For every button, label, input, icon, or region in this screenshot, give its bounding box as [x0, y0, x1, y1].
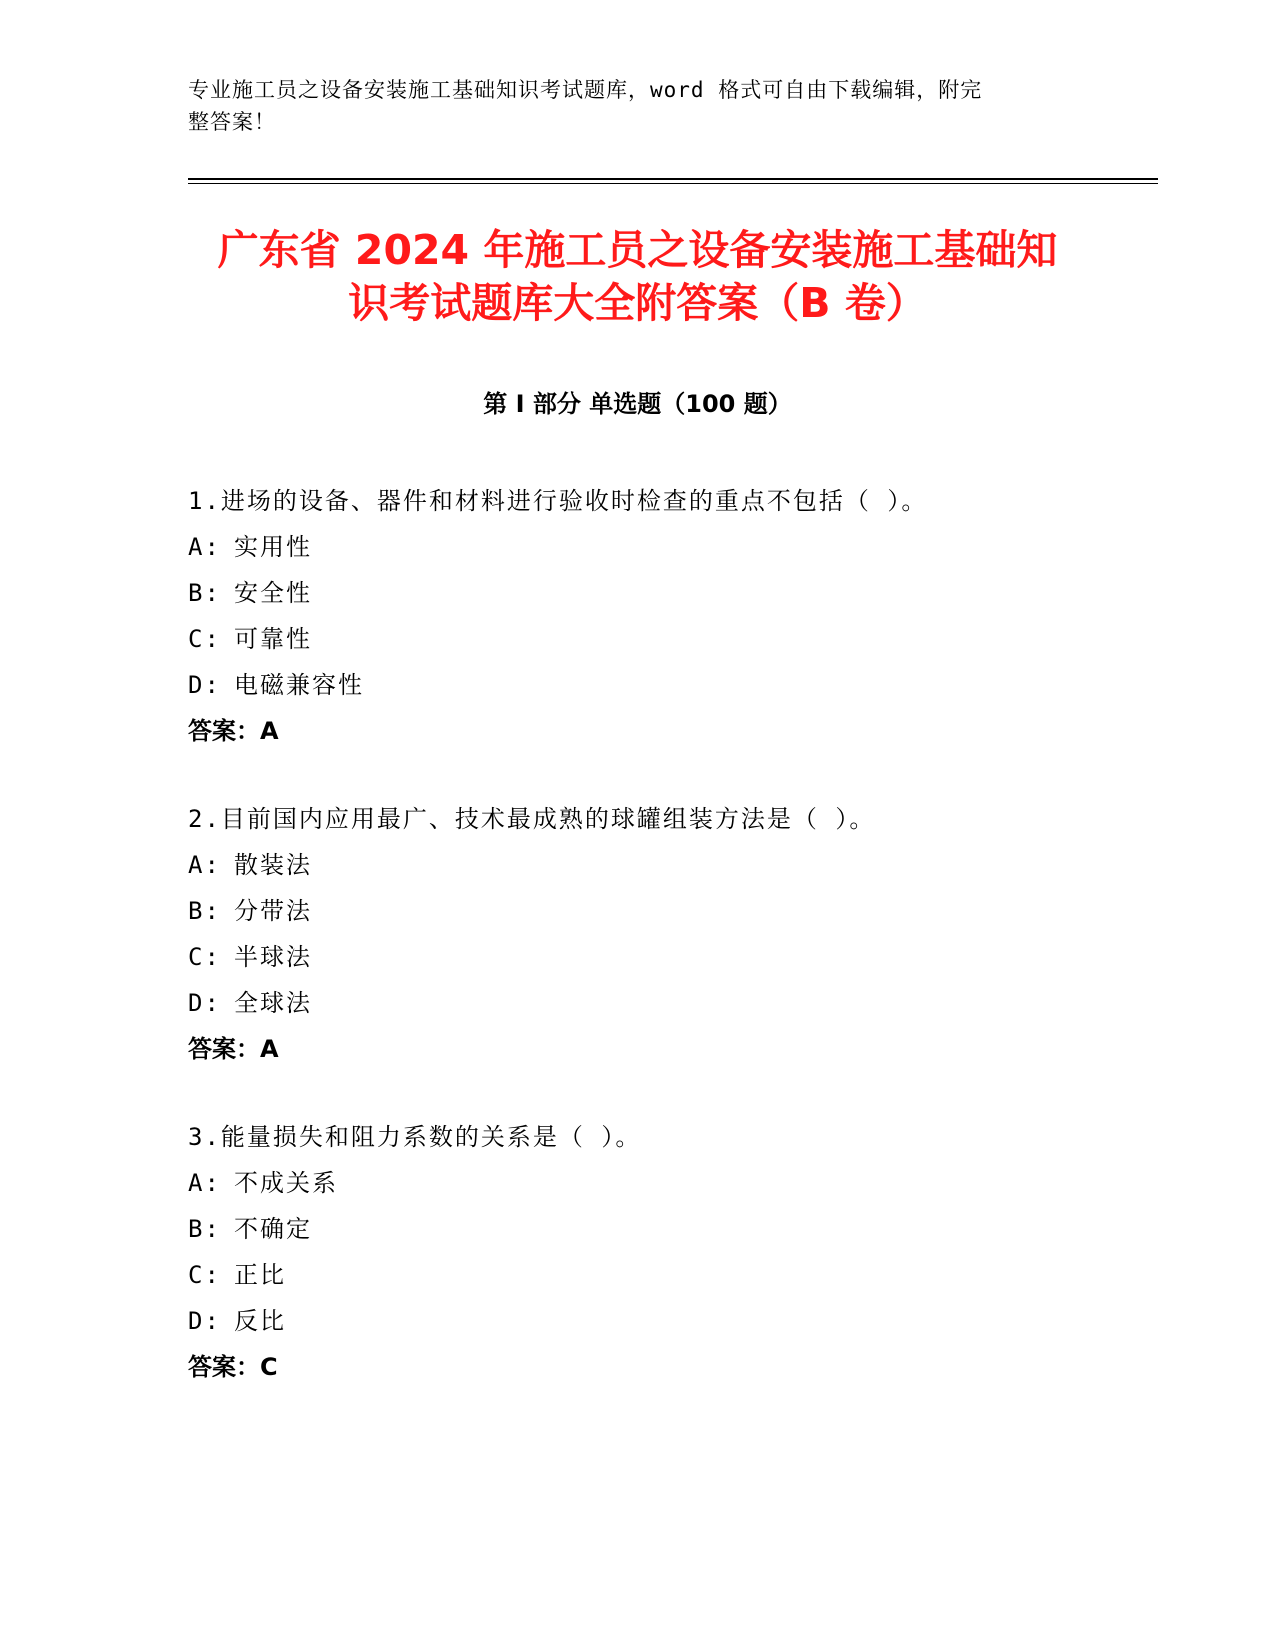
question-option: [188, 662, 1148, 708]
option-key: B:: [188, 897, 221, 925]
header-note-line2: 整答案！: [188, 110, 276, 134]
question-answer: 答案：A: [188, 1035, 279, 1063]
question-item: [188, 478, 1148, 754]
header-note-line1: 专业施工员之设备安装施工基础知识考试题库，word 格式可自由下载编辑，附完: [188, 78, 983, 102]
question-option: [188, 1206, 1148, 1252]
option-key: D:: [188, 989, 221, 1017]
option-text: 分带法: [234, 897, 312, 925]
option-key: D:: [188, 1307, 221, 1335]
option-text: 不确定: [234, 1215, 312, 1243]
option-text: 可靠性: [234, 625, 312, 653]
question-option: [188, 980, 1148, 1026]
title-line1: 广东省 2024 年施工员之设备安装施工基础知: [217, 226, 1058, 274]
option-key: D:: [188, 671, 221, 699]
question-option: [188, 1160, 1148, 1206]
option-text: 不成关系: [234, 1169, 338, 1197]
question-stem: 1.进场的设备、器件和材料进行验收时检查的重点不包括（ ）。: [188, 487, 928, 515]
option-text: 安全性: [234, 579, 312, 607]
document-title: [150, 224, 1125, 330]
option-key: C:: [188, 625, 221, 653]
header-divider-thick: [188, 178, 1158, 180]
question-option: [188, 1298, 1148, 1344]
question-item: [188, 1114, 1148, 1390]
question-option: [188, 616, 1148, 662]
question-option: [188, 1252, 1148, 1298]
option-key: C:: [188, 943, 221, 971]
question-option: [188, 842, 1148, 888]
option-key: B:: [188, 579, 221, 607]
option-key: A:: [188, 851, 221, 879]
title-line2: 识考试题库大全附答案（B 卷）: [348, 279, 927, 327]
option-text: 实用性: [234, 533, 312, 561]
question-answer: 答案：C: [188, 1353, 278, 1381]
option-text: 半球法: [234, 943, 312, 971]
question-option: [188, 570, 1148, 616]
question-item: [188, 796, 1148, 1072]
question-option: [188, 934, 1148, 980]
document-header-note: [188, 74, 1088, 138]
option-text: 电磁兼容性: [234, 671, 364, 699]
question-stem: 3.能量损失和阻力系数的关系是（ ）。: [188, 1123, 642, 1151]
option-key: C:: [188, 1261, 221, 1289]
question-option: [188, 524, 1148, 570]
option-text: 散装法: [234, 851, 312, 879]
option-key: B:: [188, 1215, 221, 1243]
option-key: A:: [188, 1169, 221, 1197]
option-text: 正比: [234, 1261, 286, 1289]
question-stem: 2.目前国内应用最广、技术最成熟的球罐组装方法是（ ）。: [188, 805, 876, 833]
option-text: 全球法: [234, 989, 312, 1017]
option-key: A:: [188, 533, 221, 561]
section-heading: 第 I 部分 单选题（100 题）: [483, 390, 792, 418]
question-answer: 答案：A: [188, 717, 279, 745]
question-option: [188, 888, 1148, 934]
header-divider-thin: [188, 183, 1158, 184]
question-list: [188, 478, 1148, 1432]
option-text: 反比: [234, 1307, 286, 1335]
